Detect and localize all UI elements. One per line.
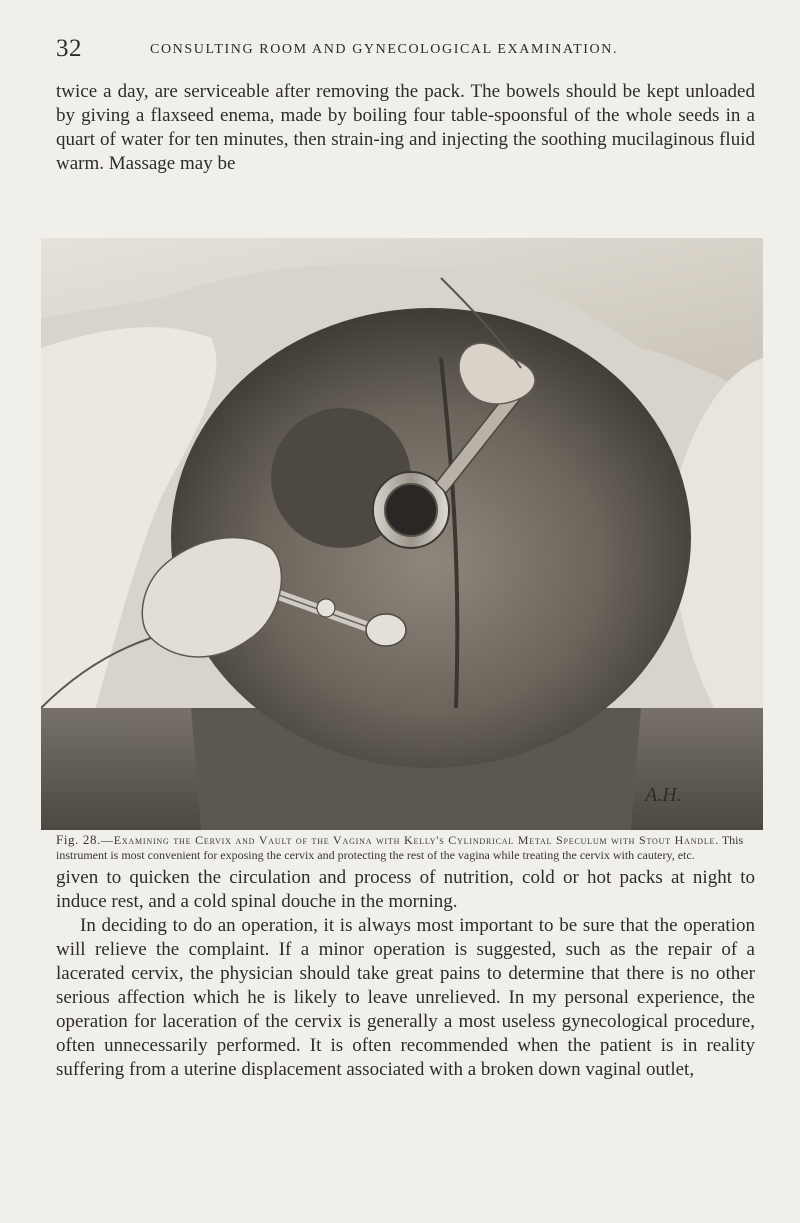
illustration-drawing <box>41 238 763 830</box>
artist-signature: A.H. <box>645 784 682 806</box>
paragraph-top: twice a day, are serviceable after removing the pack. The bowels should be kept unloaded by giving a flaxseed enema, made by boiling four table-spoonsful of the whole seeds in a quart of water for ten minutes, then strain-ing and injecting the soothing mucilaginous fluid warm. Massage may be <box>56 81 755 174</box>
figure-title: —Examining the Cervix and Vault of the Vagina with Kelly's Cylindrical Metal Speculum with Stout Handle. <box>100 833 720 847</box>
text-top <box>56 80 755 176</box>
figure-label: Fig. 28. <box>56 832 101 847</box>
text-bottom <box>56 866 755 1082</box>
figure-illustration <box>41 238 763 830</box>
paragraph-2: In deciding to do an operation, it is always most important to be sure that the operation will relieve the complaint. If a minor operation is suggested, such as the repair of a lacerated cervix, the physician should take great pains to determine that there is no other serious affection which he is likely to leave unrelieved. In my personal experience, the operation for laceration of the cervix is generally a most useless gynecological procedure, often unnecessarily performed. It is often recommended when the patient is in reality suffering from a uterine displacement associated with a broken down vaginal outlet, <box>56 915 755 1080</box>
page-number: 32 <box>56 35 82 62</box>
running-head: CONSULTING ROOM AND GYNECOLOGICAL EXAMINATION. <box>150 42 619 57</box>
figure-caption <box>56 832 763 863</box>
figure-description: This instrument is most convenient for exposing the cervix and protecting the rest of the vagina while treating the cervix with cautery, etc. <box>56 833 744 862</box>
paragraph-1: given to quicken the circulation and process of nutrition, cold or hot packs at night to induce rest, and a cold spinal douche in the morning. <box>56 867 755 912</box>
